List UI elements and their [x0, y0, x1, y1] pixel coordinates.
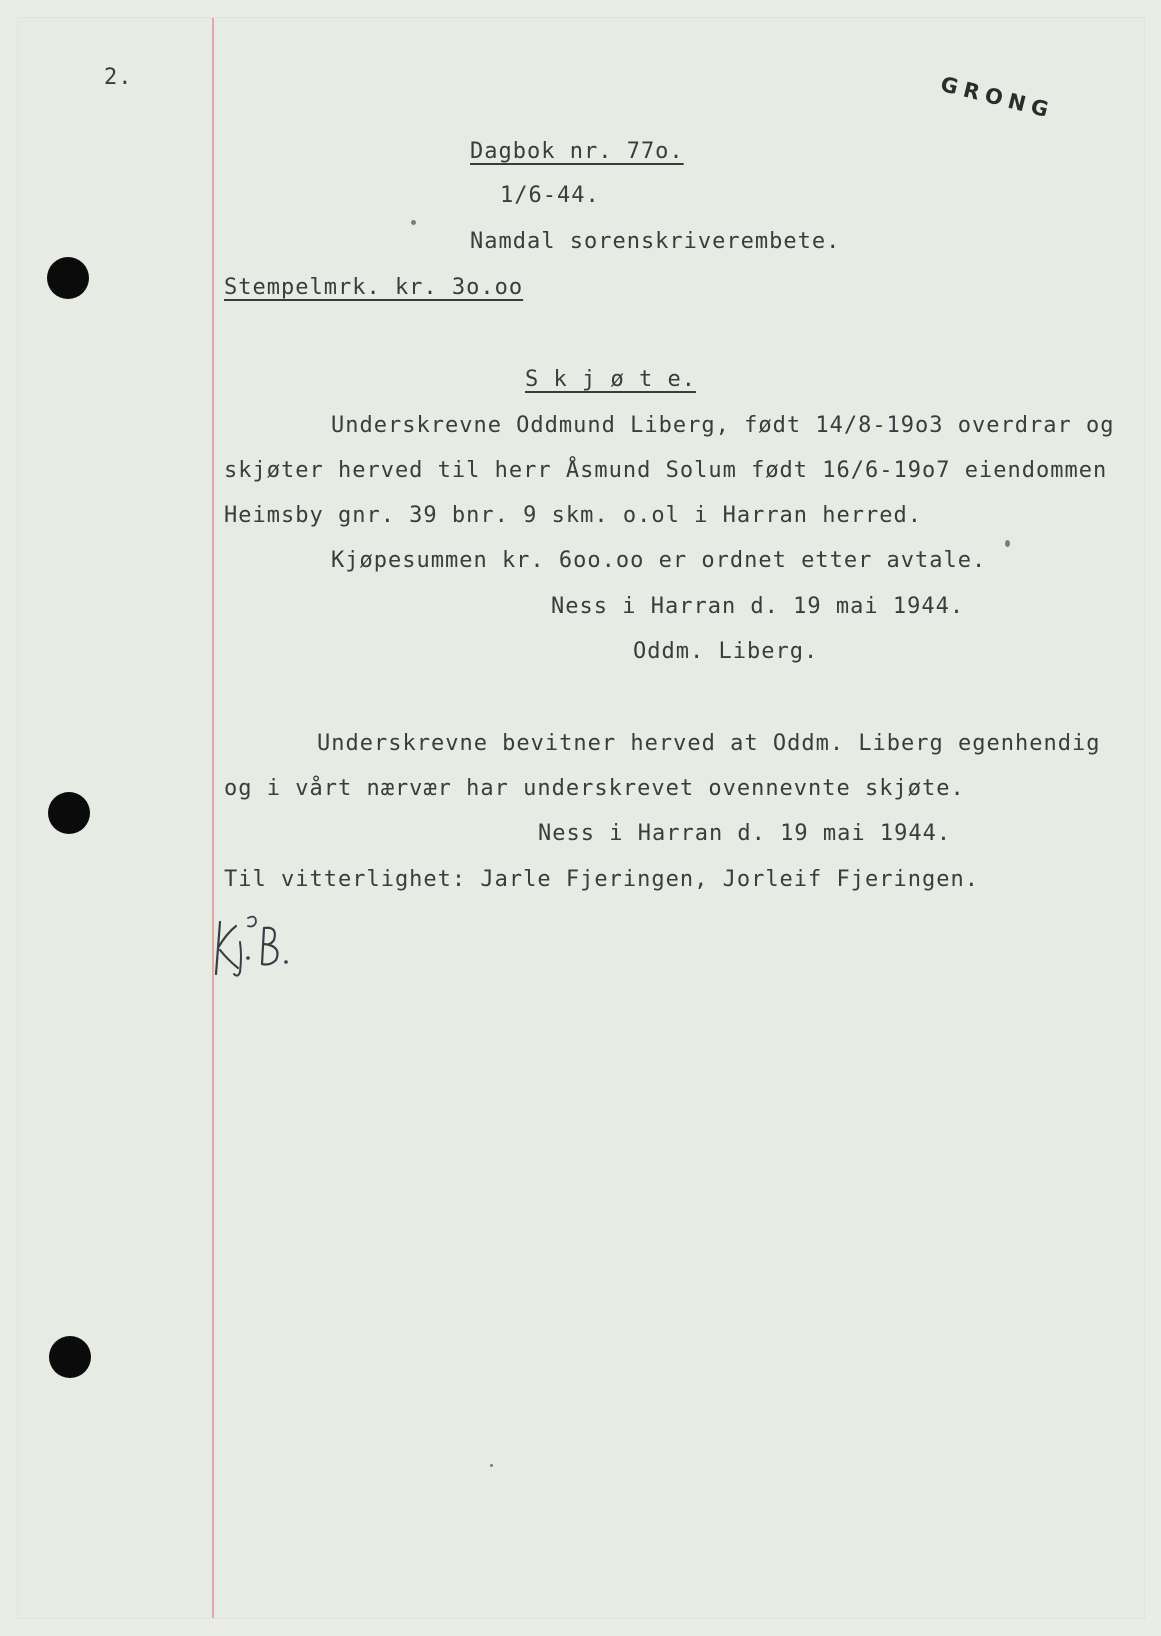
- red-margin-line: [212, 18, 214, 1618]
- paper-sheet: [18, 18, 1144, 1618]
- paper-speck: [490, 1464, 493, 1467]
- paper-speck: [411, 220, 416, 225]
- deed-line: Kjøpesummen kr. 6oo.oo er ordnet etter avtale.: [331, 548, 987, 573]
- handwritten-initials: [212, 912, 302, 982]
- punch-hole: [47, 257, 89, 299]
- deed-title: S k j ø t e.: [525, 367, 696, 392]
- witness-line: og i vårt nærvær har underskrevet ovennevnte skjøte.: [224, 776, 965, 801]
- deed-line: Heimsby gnr. 39 bnr. 9 skm. o.ol i Harran herred.: [224, 503, 923, 528]
- witness-place-date: Ness i Harran d. 19 mai 1944.: [538, 821, 952, 846]
- paper-speck: [1005, 540, 1010, 547]
- punch-hole: [49, 1336, 91, 1378]
- page-number: 2.: [104, 65, 133, 90]
- registration-date: 1/6-44.: [500, 183, 600, 208]
- witness-attestation: Til vitterlighet: Jarle Fjeringen, Jorleif Fjeringen.: [224, 867, 979, 892]
- punch-hole: [48, 792, 90, 834]
- witness-line: Underskrevne bevitner herved at Oddm. Liberg egenhendig: [317, 731, 1101, 756]
- deed-place-date: Ness i Harran d. 19 mai 1944.: [551, 594, 965, 619]
- court-office: Namdal sorenskriverembete.: [470, 229, 841, 254]
- deed-line: skjøter herved til herr Åsmund Solum født 16/6-19o7 eiendommen: [224, 458, 1108, 483]
- grong-stamp: GRONG: [938, 72, 1057, 124]
- stamp-fee: Stempelmrk. kr. 3o.oo: [224, 275, 524, 300]
- deed-line: Underskrevne Oddmund Liberg, født 14/8-19o3 overdrar og: [331, 413, 1115, 438]
- deed-signature: Oddm. Liberg.: [633, 639, 819, 664]
- dagbok-number: Dagbok nr. 77o.: [470, 139, 684, 164]
